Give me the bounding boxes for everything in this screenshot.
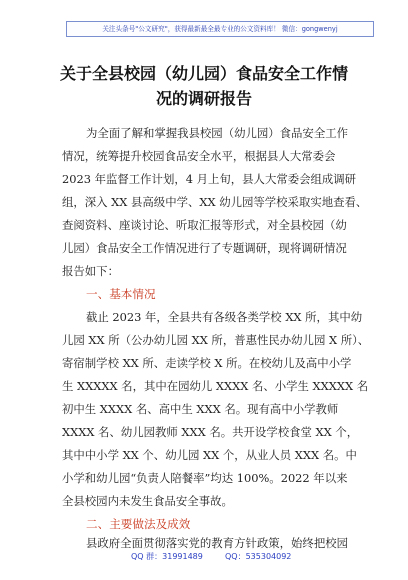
paragraph-line: 儿园 XX 所（公办幼儿园 XX 所，普惠性民办幼儿园 X 所）、 xyxy=(62,333,370,347)
paragraph-line: 生 XXXXX 名，其中在园幼儿 XXXX 名、小学生 XXXXX 名 xyxy=(62,379,369,393)
paragraph-line: 情况，统筹提升校园食品安全水平，根据县人大常委会 xyxy=(62,149,336,163)
paragraph-line: 初中生 XXXX 名、高中生 XXX 名。现有高中小学教师 xyxy=(62,402,339,416)
paragraph-line: 2023 年监督工作计划，4 月上旬，县人大常委会组成调研 xyxy=(62,172,357,186)
document-title-line-1: 关于全县校园（幼儿园）食品安全工作情 xyxy=(59,64,348,83)
paragraph-line: 为全面了解和掌握我县校园（幼儿园）食品安全工作 xyxy=(86,126,348,140)
paragraph-line: 查阅资料、座谈讨论、听取汇报等形式，对全县校园（幼 xyxy=(62,218,347,232)
paragraph-line: 县政府全面贯彻落实党的教育方针政策，始终把校园 xyxy=(86,536,348,550)
paragraph-line: 组，深入 XX 县高级中学、XX 幼儿园等学校采取实地查看、 xyxy=(62,195,368,209)
qq-group-link[interactable]: QQ 群：31991489 xyxy=(131,552,203,561)
paragraph-line: 小学和幼儿园“负责人陪餐率”均达 100%。2022 年以来 xyxy=(62,471,348,485)
paragraph-line: 全县校园内未发生食品安全事故。 xyxy=(62,494,233,508)
paragraph-line: 截止 2023 年，全县共有各级各类学校 XX 所，其中幼 xyxy=(86,310,363,324)
section-heading-basic-info: 一、基本情况 xyxy=(86,287,156,301)
qq-contact-link[interactable]: QQ：535304092 xyxy=(225,552,292,561)
section-heading-measures: 二、主要做法及成效 xyxy=(86,517,191,531)
paragraph-line: 其中中小学 XX 个、幼儿园 XX 个，从业人员 XXX 名。中 xyxy=(62,448,357,462)
paragraph-line: 寄宿制学校 XX 所、走读学校 X 所。在校幼儿及高中小学 xyxy=(62,356,352,370)
document-title-line-2: 况的调研报告 xyxy=(155,89,252,108)
promo-banner[interactable]: 关注头条号"公文研究"，获得最新最全最专业的公文资料库！ 微信：gongwenyj xyxy=(66,21,374,37)
paragraph-line: 报告如下： xyxy=(62,264,119,278)
paragraph-line: 儿园）食品安全工作情况进行了专题调研，现将调研情况 xyxy=(62,241,347,255)
paragraph-line: XXXX 名、幼儿园教师 XXX 名。共开设学校食堂 XX 个， xyxy=(62,425,359,439)
